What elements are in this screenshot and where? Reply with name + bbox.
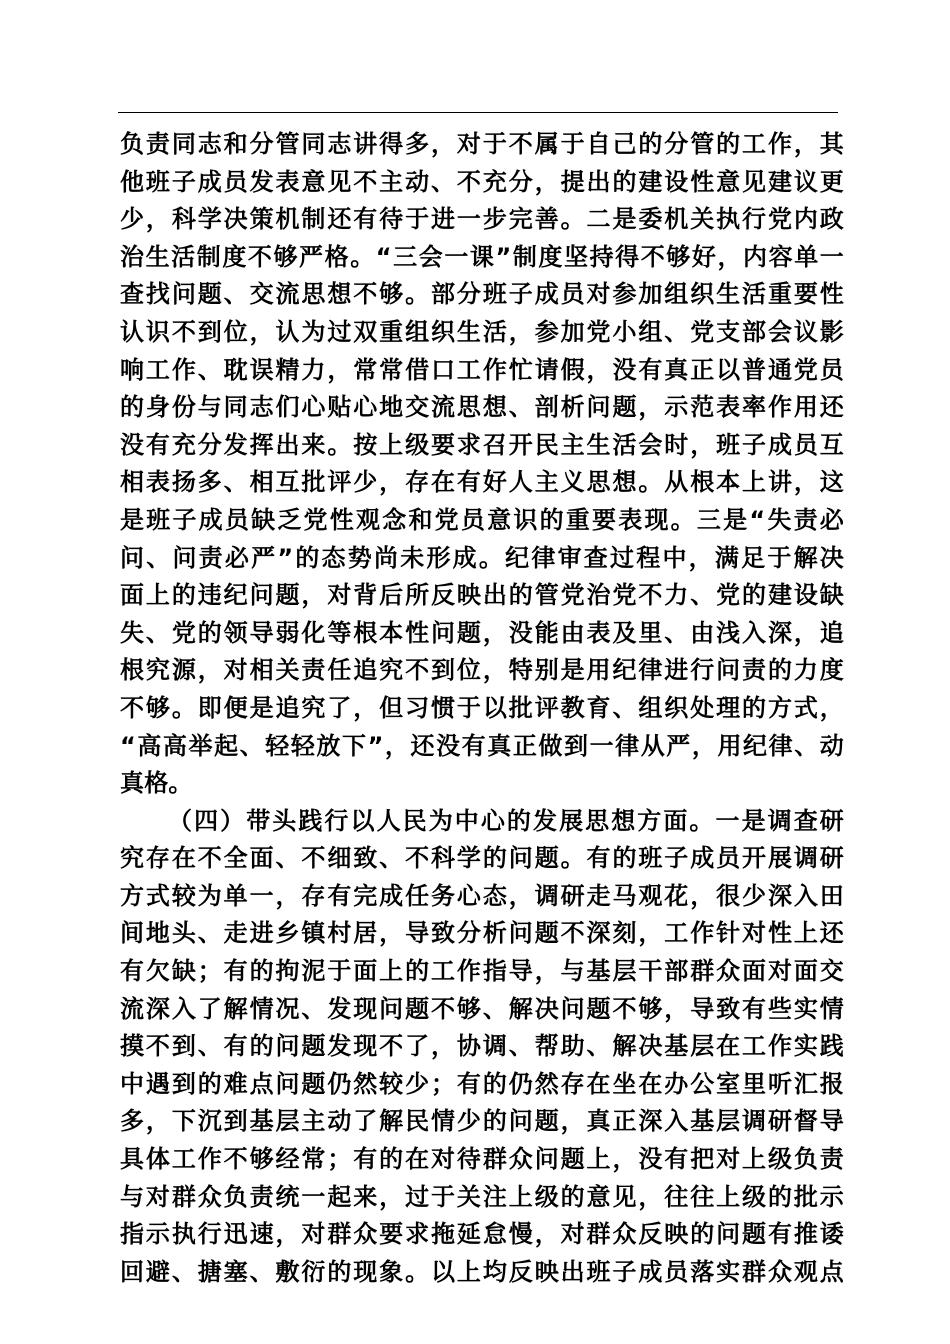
body-text [120, 126, 844, 1291]
text-line: 是班子成员缺乏党性观念和党员意识的重要表现。三是“失责必 [120, 505, 844, 534]
text-line: 具体工作不够经常；有的在对待群众问题上，没有把对上级负责 [120, 1145, 844, 1174]
text-line: 治生活制度不够严格。“三会一课”制度坚持得不够好，内容单一 [120, 242, 844, 271]
text-line: 指示执行迅速，对群众要求拖延怠慢，对群众反映的问题有推诿 [120, 1220, 844, 1249]
text-line: 间地头、走进乡镇村居，导致分析问题不深刻，工作针对性上还 [120, 919, 844, 948]
section-heading-line: （四）带头践行以人民为中心的发展思想方面。一是调查研 [168, 806, 844, 835]
text-line: 与对群众负责统一起来，过于关注上级的意见，往往上级的批示 [120, 1182, 844, 1211]
text-line: 少，科学决策机制还有待于进一步完善。二是委机关执行党内政 [120, 205, 844, 234]
text-line: 负责同志和分管同志讲得多，对于不属于自己的分管的工作，其 [120, 130, 844, 158]
text-line: 方式较为单一，存有完成任务心态，调研走马观花，很少深入田 [120, 881, 844, 910]
text-line: 的身份与同志们心贴心地交流思想、剖析问题，示范表率作用还 [120, 393, 844, 422]
text-line: 流深入了解情况、发现问题不够、解决问题不够，导致有些实情 [120, 994, 844, 1023]
text-line: 真格。 [120, 769, 193, 798]
text-line: 问、问责必严”的态势尚未形成。纪律审查过程中，满足于解决 [120, 543, 844, 572]
text-line: 他班子成员发表意见不主动、不充分，提出的建设性意见建议更 [120, 167, 844, 196]
text-line: 根究源，对相关责任追究不到位，特别是用纪律进行问责的力度 [120, 656, 844, 685]
text-line: 不够。即便是追究了，但习惯于以批评教育、组织处理的方式， [120, 693, 844, 722]
text-line: 查找问题、交流思想不够。部分班子成员对参加组织生活重要性 [120, 280, 844, 309]
text-line: 面上的违纪问题，对背后所反映出的管党治党不力、党的建设缺 [120, 581, 844, 610]
text-line: 认识不到位，认为过双重组织生活，参加党小组、党支部会议影 [120, 317, 844, 346]
text-line: 失、党的领导弱化等根本性问题，没能由表及里、由浅入深，追 [120, 618, 844, 647]
text-line: 相表扬多、相互批评少，存在有好人主义思想。从根本上讲，这 [120, 468, 844, 497]
text-line: “高高举起、轻轻放下”，还没有真正做到一律从严，用纪律、动 [120, 731, 844, 760]
text-line: 回避、搪塞、敷衍的现象。以上均反映出班子成员落实群众观点 [120, 1257, 844, 1286]
text-line: 有欠缺；有的拘泥于面上的工作指导，与基层干部群众面对面交 [120, 957, 844, 986]
text-line: 摸不到、有的问题发现不了，协调、帮助、解决基层在工作实践 [120, 1032, 844, 1061]
text-line: 响工作、耽误精力，常常借口工作忙请假，没有真正以普通党员 [120, 355, 844, 384]
text-line: 究存在不全面、不细致、不科学的问题。有的班子成员开展调研 [120, 844, 844, 873]
text-line: 中遇到的难点问题仍然较少；有的仍然存在坐在办公室里听汇报 [120, 1069, 844, 1098]
text-line: 多，下沉到基层主动了解民情少的问题，真正深入基层调研督导 [120, 1107, 844, 1136]
header-rule [118, 112, 838, 113]
text-line: 没有充分发挥出来。按上级要求召开民主生活会时，班子成员互 [120, 430, 844, 459]
